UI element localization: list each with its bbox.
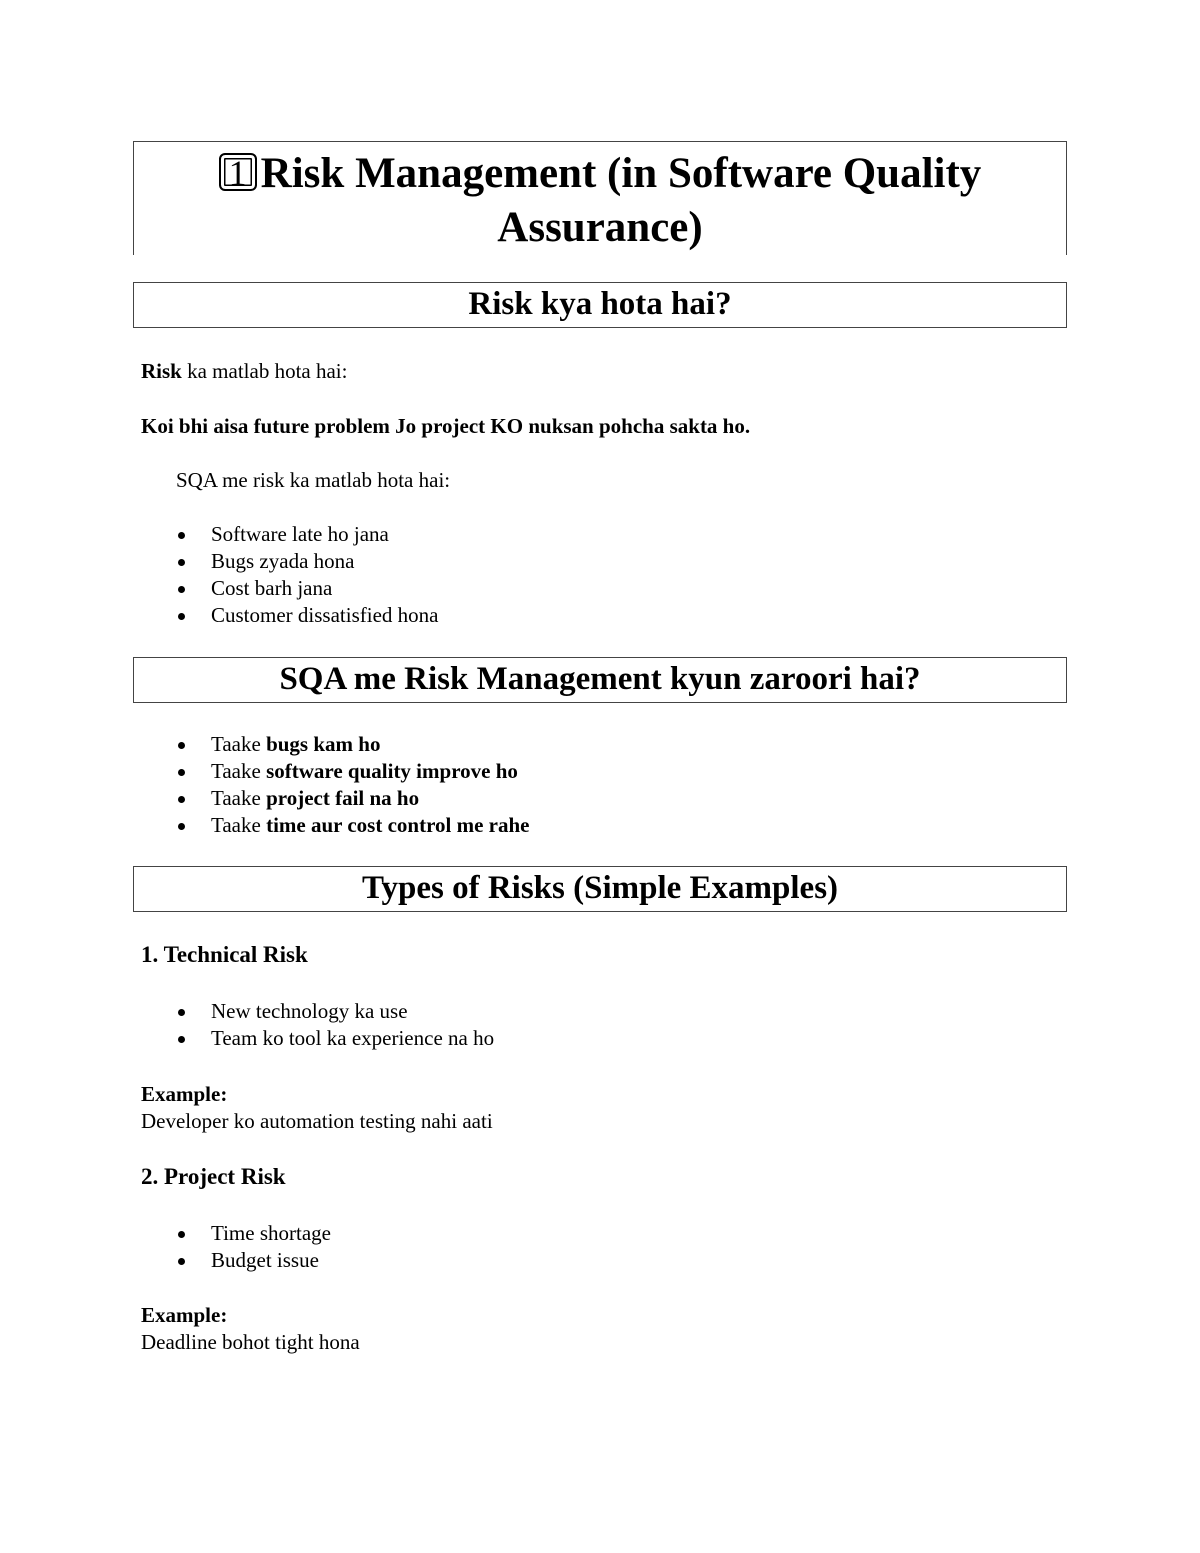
risk-intro-rest: ka matlab hota hai: (181, 359, 348, 383)
list-item-prefix: Taake (211, 786, 267, 810)
list-item-prefix: Taake (211, 759, 267, 783)
title-box (133, 141, 1067, 255)
list-item-bold: project fail na ho (266, 786, 420, 810)
sqa-risk-list (176, 521, 438, 629)
list-item (176, 758, 529, 785)
list-item-bold: time aur cost control me rahe (266, 813, 530, 837)
risk-intro-bold: Risk (141, 359, 182, 383)
list-item-prefix: Taake (211, 813, 267, 837)
list-item-bold: bugs kam ho (266, 732, 381, 756)
list-item: Time shortage (176, 1220, 331, 1247)
list-item (176, 785, 529, 812)
section-heading-why-risk-management: SQA me Risk Management kyun zaroori hai? (133, 657, 1067, 703)
page-title (134, 147, 1066, 255)
risk-intro (141, 357, 347, 385)
list-item: Customer dissatisfied hona (176, 602, 438, 629)
why-list (176, 731, 529, 839)
section-heading-types-of-risks: Types of Risks (Simple Examples) (133, 866, 1067, 912)
keycap-number-badge: 1 (219, 153, 257, 191)
list-item: Cost barh jana (176, 575, 438, 602)
sqa-risk-intro: SQA me risk ka matlab hota hai: (176, 468, 451, 492)
list-item: New technology ka use (176, 998, 494, 1025)
list-item: Software late ho jana (176, 521, 438, 548)
list-item-prefix: Taake (211, 732, 267, 756)
section-heading-risk: Risk kya hota hai? (133, 282, 1067, 328)
project-example-label: Example: (141, 1303, 228, 1327)
technical-risk-title: 1. Technical Risk (141, 942, 308, 967)
title-line-1: Risk Management (in Software Quality (260, 150, 982, 197)
list-item: Budget issue (176, 1247, 331, 1274)
technical-example-label: Example: (141, 1082, 228, 1106)
list-item-bold: software quality improve ho (266, 759, 518, 783)
title-line-2: Assurance) (497, 204, 703, 251)
project-example-text: Deadline bohot tight hona (141, 1330, 360, 1354)
technical-risk-list (176, 998, 494, 1052)
technical-example-text: Developer ko automation testing nahi aati (141, 1109, 493, 1133)
list-item: Bugs zyada hona (176, 548, 438, 575)
risk-definition: Koi bhi aisa future problem Jo project KO nuksan pohcha sakta ho. (141, 414, 751, 438)
list-item (176, 731, 529, 758)
project-risk-list (176, 1220, 331, 1274)
list-item: Team ko tool ka experience na ho (176, 1025, 494, 1052)
project-risk-title: 2. Project Risk (141, 1164, 286, 1189)
list-item (176, 812, 529, 839)
